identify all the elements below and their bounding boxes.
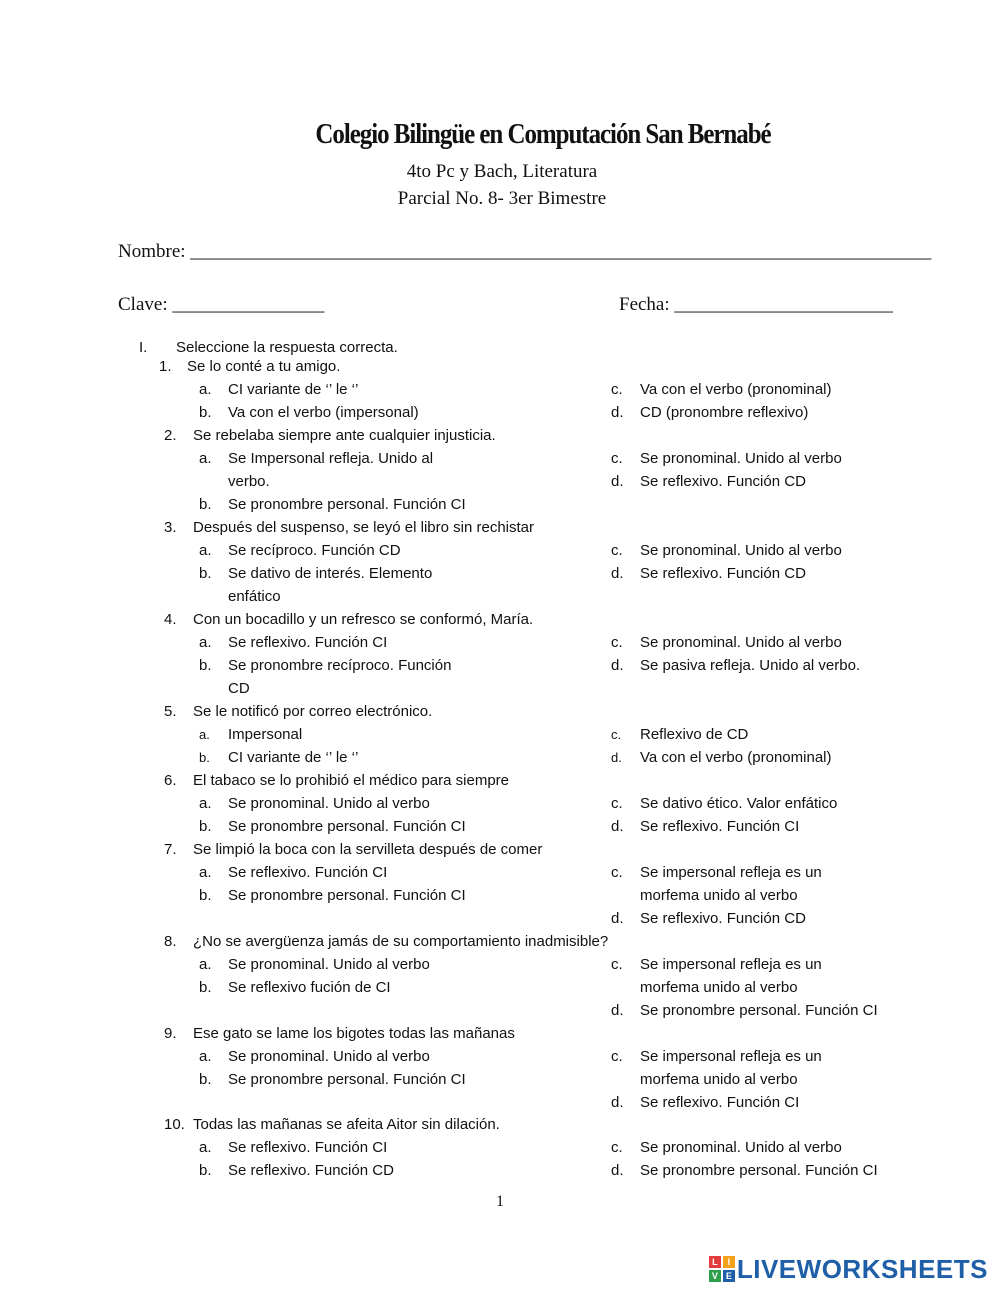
option-letter: b. <box>199 887 212 904</box>
option-b[interactable]: Se pronombre personal. Función CI <box>228 818 466 835</box>
option-letter: c. <box>611 381 623 398</box>
option-letter: d. <box>611 818 624 835</box>
option-c-cont[interactable]: morfema unido al verbo <box>640 887 798 904</box>
option-letter: d. <box>611 657 624 674</box>
option-letter: a. <box>199 634 212 651</box>
question-number: 2. <box>164 427 177 444</box>
option-letter: b. <box>199 404 212 421</box>
option-letter: c. <box>611 956 623 973</box>
question-number: 1. <box>159 358 172 375</box>
option-letter: c. <box>611 795 623 812</box>
question-text: Se lo conté a tu amigo. <box>187 358 341 375</box>
option-letter: a. <box>199 1139 212 1156</box>
question-number: 4. <box>164 611 177 628</box>
logo-tile: I <box>723 1256 735 1268</box>
option-a[interactable]: Impersonal <box>228 726 303 743</box>
option-a[interactable]: Se reflexivo. Función CI <box>228 1139 388 1156</box>
option-a[interactable]: Se recíproco. Función CD <box>228 542 401 559</box>
question-number: 5. <box>164 703 177 720</box>
question-text: Con un bocadillo y un refresco se conformó, María. <box>193 611 534 628</box>
option-d[interactable]: CD (pronombre reflexivo) <box>640 404 809 421</box>
option-b[interactable]: Se pronombre personal. Función CI <box>228 887 466 904</box>
option-letter: b. <box>199 565 212 582</box>
option-letter: d. <box>611 404 624 421</box>
option-b-cont[interactable]: enfático <box>228 588 281 605</box>
clave-field[interactable] <box>118 294 324 316</box>
option-b[interactable]: Se pronombre personal. Función CI <box>228 496 466 513</box>
option-letter: a. <box>199 381 212 398</box>
option-d[interactable]: Se reflexivo. Función CD <box>640 565 806 582</box>
option-c[interactable]: Se impersonal refleja es un <box>640 956 822 973</box>
option-c[interactable]: Se pronominal. Unido al verbo <box>640 542 842 559</box>
option-letter: d. <box>611 1162 624 1179</box>
nombre-line[interactable]: ______________________________________________________________________________ <box>190 241 932 262</box>
option-letter: d. <box>611 910 624 927</box>
option-c[interactable]: Se impersonal refleja es un <box>640 864 822 881</box>
option-letter: d. <box>611 1094 624 1111</box>
option-c-cont[interactable]: morfema unido al verbo <box>640 979 798 996</box>
page-number: 1 <box>496 1193 504 1210</box>
question-number: 7. <box>164 841 177 858</box>
option-c[interactable]: Se pronominal. Unido al verbo <box>640 634 842 651</box>
option-b[interactable]: Se pronombre recíproco. Función <box>228 657 452 674</box>
option-letter: b. <box>199 979 212 996</box>
option-b-cont[interactable]: CD <box>228 680 250 697</box>
question-text: Ese gato se lame los bigotes todas las mañanas <box>193 1025 515 1042</box>
option-b[interactable]: CI variante de ‘’ le ‘’ <box>228 749 359 766</box>
course-subtitle: 4to Pc y Bach, Literatura <box>406 161 598 182</box>
option-d[interactable]: Se pronombre personal. Función CI <box>640 1162 878 1179</box>
option-c[interactable]: Reflexivo de CD <box>640 726 749 743</box>
option-c[interactable]: Se impersonal refleja es un <box>640 1048 822 1065</box>
option-letter: b. <box>199 496 212 513</box>
section-instruction: Seleccione la respuesta correcta. <box>176 339 398 356</box>
question-text: Todas las mañanas se afeita Aitor sin dilación. <box>193 1116 500 1133</box>
option-a[interactable]: Se pronominal. Unido al verbo <box>228 795 430 812</box>
logo-tile: E <box>723 1270 735 1282</box>
liveworksheets-logo[interactable] <box>709 1254 988 1284</box>
option-a-cont[interactable]: verbo. <box>228 473 270 490</box>
question-number: 10. <box>164 1116 185 1133</box>
option-letter: b. <box>199 1162 212 1179</box>
option-letter: c. <box>611 727 622 742</box>
option-c-cont[interactable]: morfema unido al verbo <box>640 1071 798 1088</box>
option-a[interactable]: Se reflexivo. Función CI <box>228 864 388 881</box>
option-letter: a. <box>199 542 212 559</box>
option-letter: d. <box>611 473 624 490</box>
question-text: Después del suspenso, se leyó el libro sin rechistar <box>193 519 535 536</box>
option-d[interactable]: Se reflexivo. Función CI <box>640 1094 800 1111</box>
nombre-label: Nombre: <box>118 241 191 262</box>
option-b[interactable]: Se dativo de interés. Elemento <box>228 565 433 582</box>
fecha-field[interactable] <box>619 294 893 316</box>
option-a[interactable]: CI variante de ‘’ le ‘’ <box>228 381 359 398</box>
option-a[interactable]: Se pronominal. Unido al verbo <box>228 1048 430 1065</box>
question-text: Se rebelaba siempre ante cualquier injusticia. <box>193 427 496 444</box>
liveworksheets-logo-icon <box>709 1256 735 1282</box>
option-letter: c. <box>611 1048 623 1065</box>
option-letter: b. <box>199 657 212 674</box>
exam-subtitle: Parcial No. 8- 3er Bimestre <box>397 188 607 209</box>
option-letter: d. <box>611 750 622 765</box>
question-number: 6. <box>164 772 177 789</box>
school-title: Colegio Bilingüe en Computación San Bernabé <box>315 118 771 150</box>
option-letter: a. <box>199 864 212 881</box>
option-d[interactable]: Se pronombre personal. Función CI <box>640 1002 878 1019</box>
option-b[interactable]: Se reflexivo fución de CI <box>228 979 391 996</box>
logo-tile: V <box>709 1270 721 1282</box>
option-c[interactable]: Se pronominal. Unido al verbo <box>640 1139 842 1156</box>
question-number: 9. <box>164 1025 177 1042</box>
option-letter: a. <box>199 795 212 812</box>
option-letter: c. <box>611 450 623 467</box>
option-letter: c. <box>611 1139 623 1156</box>
option-letter: c. <box>611 542 623 559</box>
option-letter: a. <box>199 956 212 973</box>
option-c[interactable]: Se pronominal. Unido al verbo <box>640 450 842 467</box>
option-letter: d. <box>611 1002 624 1019</box>
option-letter: c. <box>611 634 623 651</box>
question-text: Se limpió la boca con la servilleta después de comer <box>193 841 543 858</box>
fecha-line[interactable]: _______________________ <box>674 294 893 315</box>
question-number: 8. <box>164 933 177 950</box>
nombre-field[interactable] <box>118 241 931 263</box>
option-d[interactable]: Se reflexivo. Función CI <box>640 818 800 835</box>
question-text: Se le notificó por correo electrónico. <box>193 703 433 720</box>
option-d[interactable]: Se reflexivo. Función CD <box>640 473 806 490</box>
section-number: I. <box>139 339 148 356</box>
brand-name: LIVEWORKSHEETS <box>736 1253 988 1284</box>
option-b[interactable]: Se reflexivo. Función CD <box>228 1162 394 1179</box>
option-letter: b. <box>199 750 210 765</box>
question-number: 3. <box>164 519 177 536</box>
fecha-label: Fecha: <box>619 294 675 315</box>
option-c[interactable]: Se dativo ético. Valor enfático <box>640 795 838 812</box>
logo-tile: L <box>709 1256 721 1268</box>
option-letter: a. <box>199 727 210 742</box>
question-text: ¿No se avergüenza jamás de su comportamiento inadmisible? <box>193 933 609 950</box>
option-letter: c. <box>611 864 623 881</box>
question-text: El tabaco se lo prohibió el médico para siempre <box>193 772 510 789</box>
option-b[interactable]: Se pronombre personal. Función CI <box>228 1071 466 1088</box>
option-letter: d. <box>611 565 624 582</box>
option-letter: b. <box>199 1071 212 1088</box>
option-a[interactable]: Se reflexivo. Función CI <box>228 634 388 651</box>
option-b[interactable]: Va con el verbo (impersonal) <box>228 404 419 421</box>
option-letter: a. <box>199 1048 212 1065</box>
clave-label: Clave: <box>118 294 173 315</box>
clave-line[interactable]: ________________ <box>172 294 325 315</box>
option-d[interactable]: Se reflexivo. Función CD <box>640 910 806 927</box>
option-a[interactable]: Se pronominal. Unido al verbo <box>228 956 430 973</box>
option-d[interactable]: Va con el verbo (pronominal) <box>640 749 832 766</box>
option-letter: a. <box>199 450 212 467</box>
option-a[interactable]: Se Impersonal refleja. Unido al <box>228 450 434 467</box>
option-d[interactable]: Se pasiva refleja. Unido al verbo. <box>640 657 861 674</box>
option-c[interactable]: Va con el verbo (pronominal) <box>640 381 832 398</box>
option-letter: b. <box>199 818 212 835</box>
